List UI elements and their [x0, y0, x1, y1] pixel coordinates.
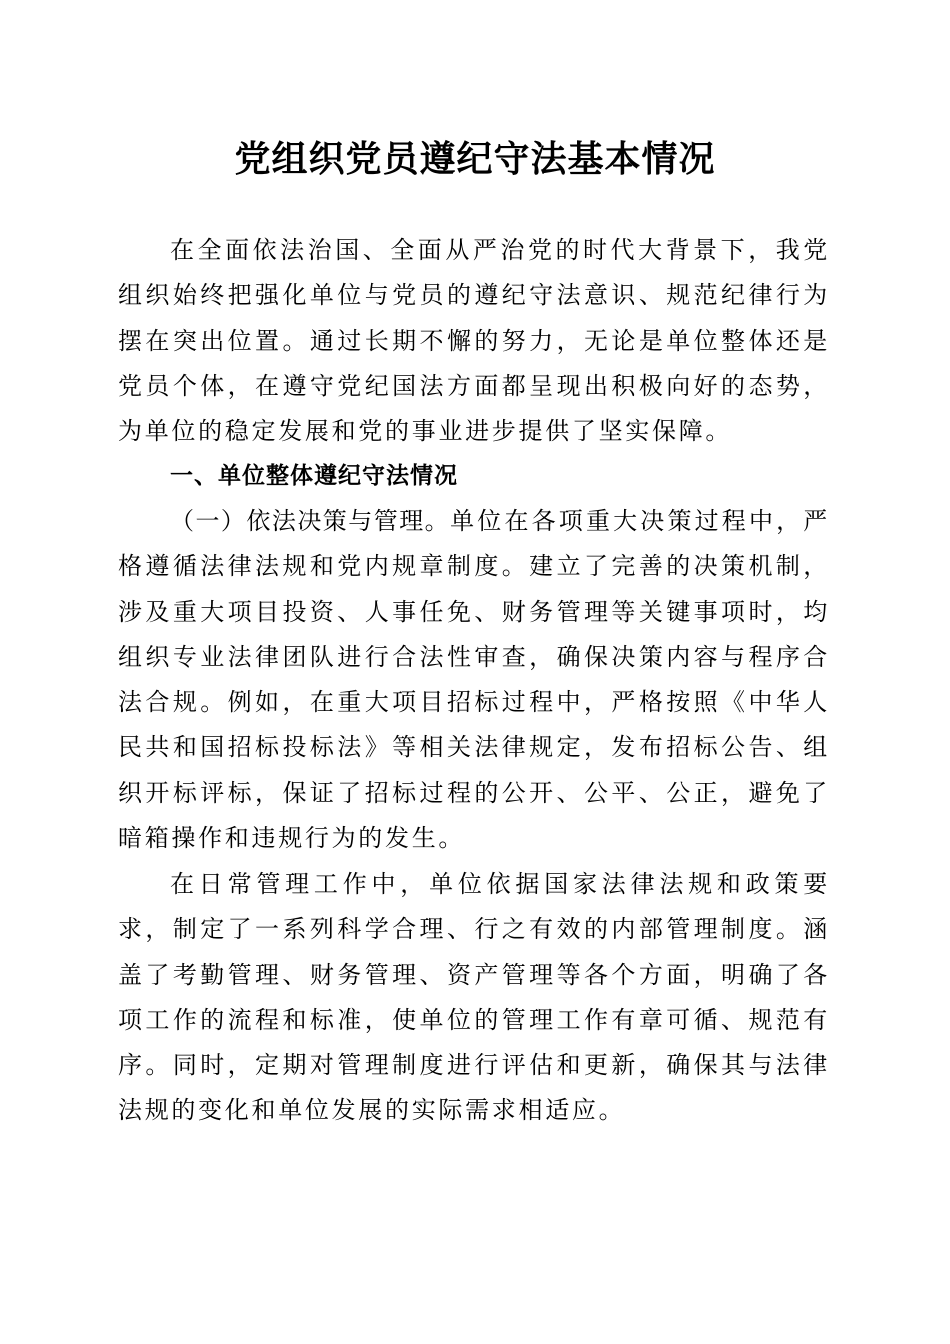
intro-paragraph: 在全面依法治国、全面从严治党的时代大背景下，我党组织始终把强化单位与党员的遵纪守法意识、规范纪律行为摆在突出位置。通过长期不懈的努力，无论是单位整体还是党员个体，在遵守党纪国法方面都呈现出积极向好的态势，为单位的稳定发展和党的事业进步提供了坚实保障。: [118, 236, 830, 446]
subsection-body: 单位在各项重大决策过程中，严格遵循法律法规和党内规章制度。建立了完善的决策机制，涉及重大项目投资、人事任免、财务管理等关键事项时，均组织专业法律团队进行合法性审查，确保决策内容与程序合法合规。例如，在重大项目招标过程中，严格按照《中华人民共和国招标投标法》等相关法律规定，发布招标公告、组织开标评标，保证了招标过程的公开、公平、公正，避免了暗箱操作和违规行为的发生。: [118, 507, 830, 853]
daily-management-paragraph: 在日常管理工作中，单位依据国家法律法规和政策要求，制定了一系列科学合理、行之有效的内部管理制度。涵盖了考勤管理、财务管理、资产管理等各个方面，明确了各项工作的流程和标准，使单位的管理工作有章可循、规范有序。同时，定期对管理制度进行评估和更新，确保其与法律法规的变化和单位发展的实际需求相适应。: [118, 870, 830, 1125]
subsection-lead: （一）依法决策与管理。: [170, 507, 451, 535]
section-heading: 一、单位整体遵纪守法情况: [170, 463, 458, 489]
subsection-paragraph: [118, 499, 830, 861]
document-title: 党组织党员遵纪守法基本情况: [234, 138, 716, 180]
